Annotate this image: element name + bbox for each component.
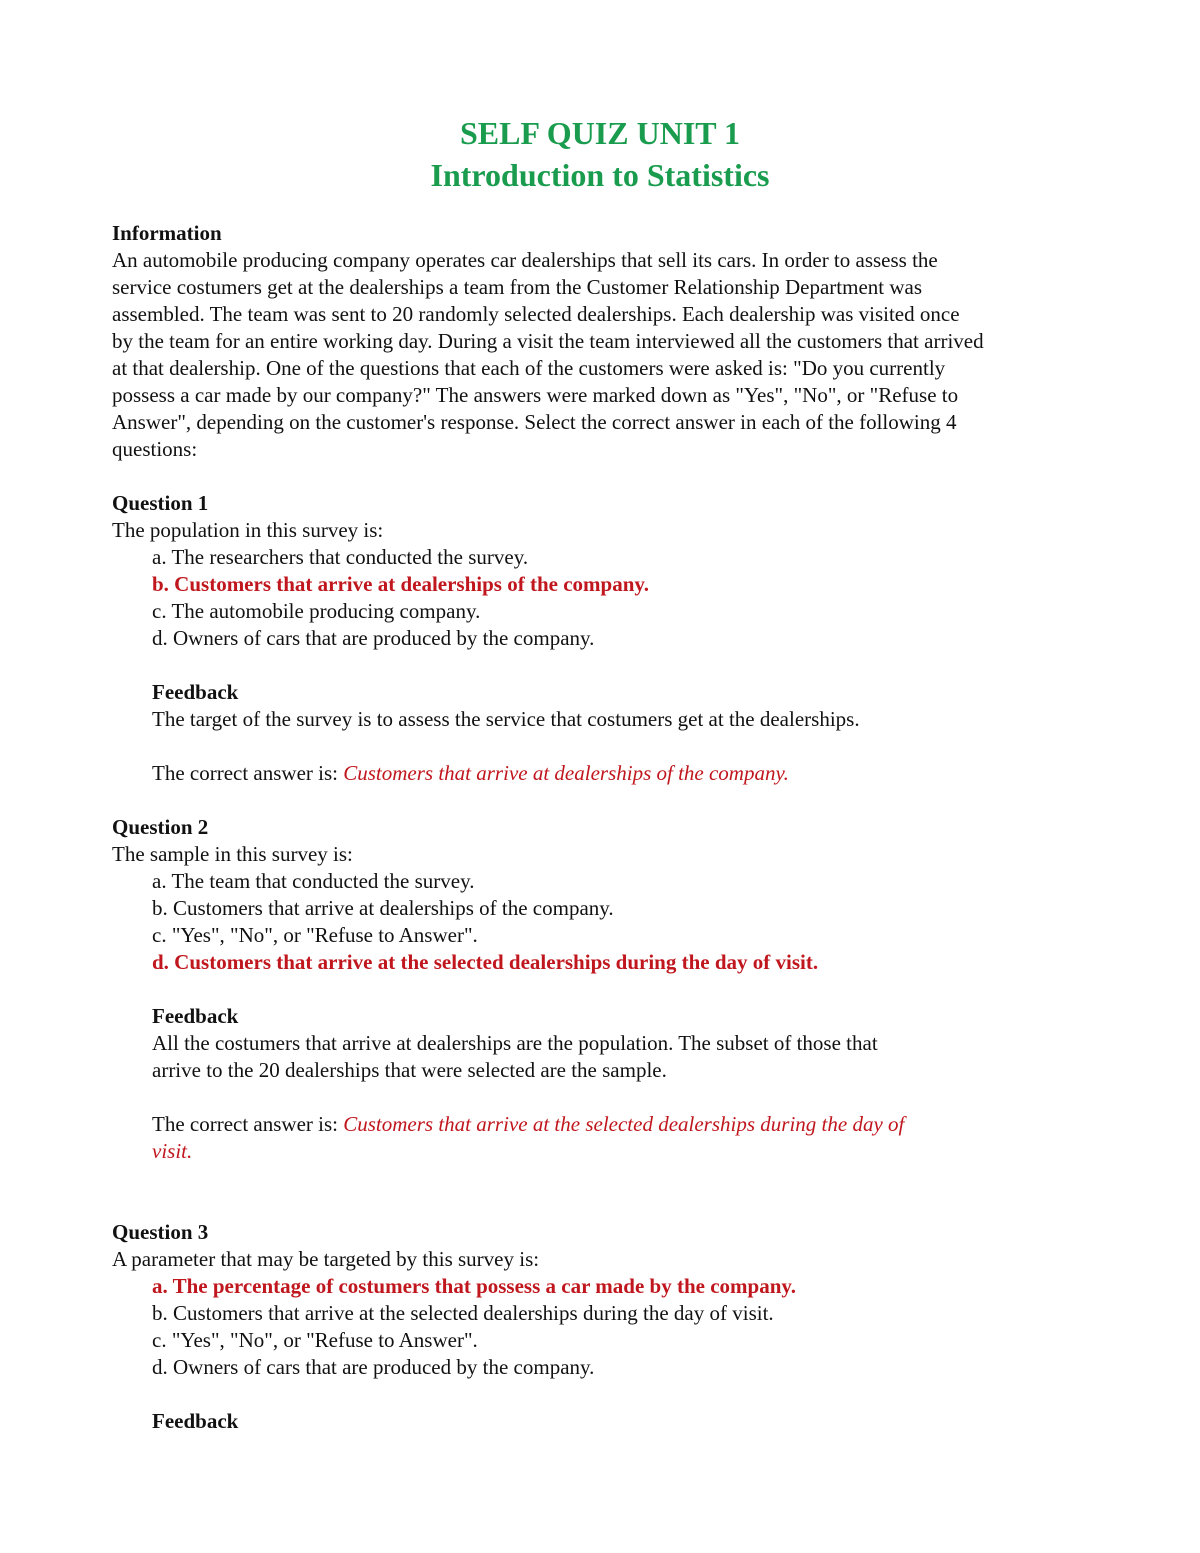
question-1-heading: Question 1 bbox=[112, 491, 209, 515]
correct-answer-text: Customers that arrive at dealerships of the company. bbox=[343, 761, 789, 785]
information-line: Answer", depending on the customer's response. Select the correct answer in each of the following 4 bbox=[112, 410, 957, 434]
document-body bbox=[112, 220, 1112, 1435]
information-line: at that dealership. One of the questions that each of the customers were asked is: "Do you currently bbox=[112, 356, 946, 380]
question-2-correct-answer bbox=[112, 1111, 1112, 1138]
question-1-correct-answer bbox=[112, 760, 1112, 787]
document-title bbox=[0, 112, 1200, 196]
question-3-prompt: A parameter that may be targeted by this survey is: bbox=[112, 1247, 540, 1271]
question-1-feedback-text: The target of the survey is to assess the service that costumers get at the dealerships. bbox=[152, 707, 860, 731]
question-2-option-b: b. Customers that arrive at dealerships of the company. bbox=[152, 896, 614, 920]
question-2-option-a: a. The team that conducted the survey. bbox=[152, 869, 475, 893]
question-3-option-c: c. "Yes", "No", or "Refuse to Answer". bbox=[152, 1328, 478, 1352]
question-3-section bbox=[112, 1219, 1112, 1435]
information-line: by the team for an entire working day. During a visit the team interviewed all the customers that arrived bbox=[112, 329, 984, 353]
question-1-option-b-correct: b. Customers that arrive at dealerships of the company. bbox=[152, 572, 649, 596]
question-1-section bbox=[112, 490, 1112, 787]
title-line-2: Introduction to Statistics bbox=[430, 157, 770, 193]
question-2-prompt: The sample in this survey is: bbox=[112, 842, 353, 866]
question-2-option-c: c. "Yes", "No", or "Refuse to Answer". bbox=[152, 923, 478, 947]
question-1-feedback-heading: Feedback bbox=[152, 680, 239, 704]
question-2-option-d-correct: d. Customers that arrive at the selected dealerships during the day of visit. bbox=[152, 950, 819, 974]
question-2-section bbox=[112, 814, 1112, 1165]
question-1-option-d: d. Owners of cars that are produced by the company. bbox=[152, 626, 595, 650]
information-line: service costumers get at the dealerships a team from the Customer Relationship Department was bbox=[112, 275, 923, 299]
question-1-option-a: a. The researchers that conducted the survey. bbox=[152, 545, 529, 569]
information-heading: Information bbox=[112, 221, 222, 245]
correct-answer-prefix: The correct answer is: bbox=[152, 761, 344, 785]
question-2-feedback-text: arrive to the 20 dealerships that were selected are the sample. bbox=[152, 1058, 667, 1082]
information-line: possess a car made by our company?" The answers were marked down as "Yes", "No", or "Refuse to bbox=[112, 383, 959, 407]
information-line: questions: bbox=[112, 437, 198, 461]
question-2-feedback-text: All the costumers that arrive at dealerships are the population. The subset of those that bbox=[152, 1031, 878, 1055]
information-line: An automobile producing company operates car dealerships that sell its cars. In order to assess the bbox=[112, 248, 938, 272]
question-1-prompt: The population in this survey is: bbox=[112, 518, 384, 542]
information-line: assembled. The team was sent to 20 randomly selected dealerships. Each dealership was visited once bbox=[112, 302, 960, 326]
question-1-option-c: c. The automobile producing company. bbox=[152, 599, 481, 623]
question-2-feedback-heading: Feedback bbox=[152, 1004, 239, 1028]
correct-answer-prefix: The correct answer is: bbox=[152, 1112, 344, 1136]
question-2-heading: Question 2 bbox=[112, 815, 209, 839]
question-3-option-b: b. Customers that arrive at the selected dealerships during the day of visit. bbox=[152, 1301, 774, 1325]
information-section bbox=[112, 220, 1112, 463]
correct-answer-text: Customers that arrive at the selected dealerships during the day of bbox=[343, 1112, 905, 1136]
question-3-option-d: d. Owners of cars that are produced by the company. bbox=[152, 1355, 595, 1379]
question-3-feedback-heading: Feedback bbox=[152, 1409, 239, 1433]
question-3-heading: Question 3 bbox=[112, 1220, 209, 1244]
title-line-1: SELF QUIZ UNIT 1 bbox=[459, 115, 741, 151]
question-3-option-a-correct: a. The percentage of costumers that possess a car made by the company. bbox=[152, 1274, 796, 1298]
correct-answer-text-continued: visit. bbox=[152, 1139, 193, 1163]
